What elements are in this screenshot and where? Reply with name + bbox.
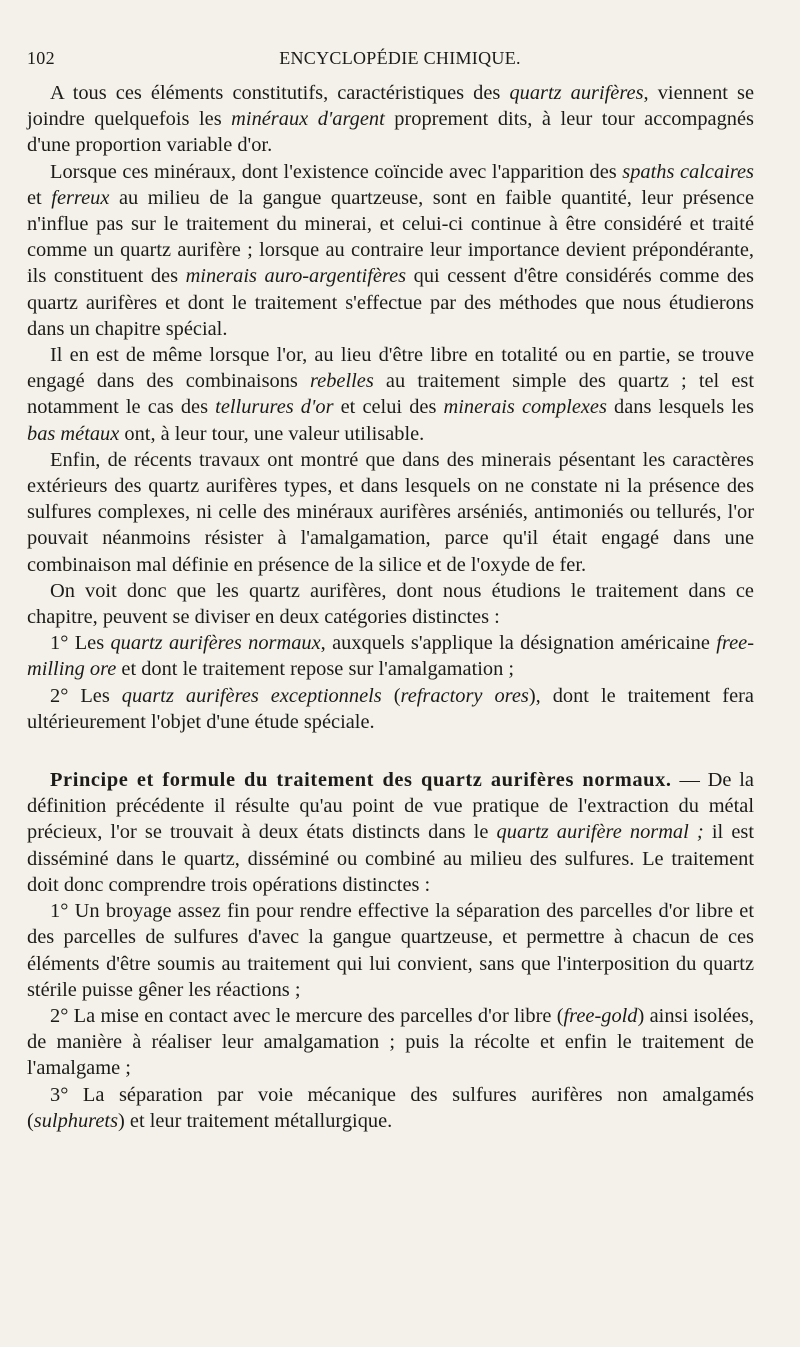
section-paragraph: Principe et formule du traitement des quartz aurifères normaux. — De la définition précédente il résulte qu'au point de vue pratique de l'extraction du métal précieux, l'or se trouvait à deux états distincts dans le quartz aurifère normal ; il est disséminé dans le quartz, disséminé ou combiné au milieu des sulfures. Le traitement doit donc comprendre trois opérations distinctes : xyxy=(27,769,754,896)
page-number: 102 xyxy=(27,48,55,68)
list-item: 3° La séparation par voie mécanique des sulfures aurifères non amalgamés (sulphurets) et leur traitement métallurgique. xyxy=(27,1083,754,1132)
list-item: 1° Les quartz aurifères normaux, auxquels s'applique la désignation américaine free-milling ore et dont le traitement repose sur l'amalgamation ; xyxy=(27,632,754,681)
page-header xyxy=(27,48,773,74)
body-text xyxy=(27,80,754,1134)
list-item: 2° Les quartz aurifères exceptionnels (refractory ores), dont le traitement fera ultérieurement l'objet d'une étude spéciale. xyxy=(27,684,754,733)
section-heading: Principe et formule du traitement des quartz aurifères normaux. xyxy=(50,769,672,792)
paragraph: Il en est de même lorsque l'or, au lieu d'être libre en totalité ou en partie, se trouve engagé dans des combinaisons rebelles au traitement simple des quartz ; tel est notamment le cas des tellurures d'or et celui des minerais complexes dans lesquels les bas métaux ont, à leur tour, une valeur utilisable. xyxy=(27,344,755,445)
paragraph: A tous ces éléments constitutifs, caractéristiques des quartz aurifères, viennent se joindre quelquefois les minéraux d'argent proprement dits, à leur tour accompagnés d'une proportion variable d'or. xyxy=(27,82,755,157)
running-title: ENCYCLOPÉDIE CHIMIQUE. xyxy=(279,48,521,68)
paragraph: On voit donc que les quartz aurifères, dont nous étudions le traitement dans ce chapitre, peuvent se diviser en deux catégories distinctes : xyxy=(27,579,754,629)
list-item: 2° La mise en contact avec le mercure des parcelles d'or libre (free-gold) ainsi isolées, de manière à réaliser leur amalgamation ; puis la récolte et enfin le traitement de l'amalgame ; xyxy=(27,1004,754,1080)
list-item: 1° Un broyage assez fin pour rendre effective la séparation des parcelles d'or libre et des parcelles de sulfures d'avec la gangue quartzeuse, et permettre à chacun de ces éléments d'être soumis au traitement qui lui convient, sans que l'interposition du quartz stérile puisse gêner les réactions ; xyxy=(27,900,754,1001)
paragraph: Enfin, de récents travaux ont montré que dans des minerais pésentant les caractères extérieurs des quartz aurifères types, et dans lesquels on ne constate ni la présence des sulfures complexes, ni celle des minéraux aurifères arséniés, antimoniés ou tellurés, l'or pouvait néanmoins résister à l'amalgamation, parce qu'il était engagé dans une combinaison mal définie en présence de la silice et de l'oxyde de fer. xyxy=(27,448,754,576)
paragraph: Lorsque ces minéraux, dont l'existence coïncide avec l'apparition des spaths calcaires et ferreux au milieu de la gangue quartzeuse, sont en faible quantité, leur présence n'influe pas sur le traitement du minerai, et celui-ci continue à être considéré et traité comme un quartz aurifère ; lorsque au contraire leur importance devient prépondérante, ils constituent des minerais auro-argentifères qui cessent d'être considérés comme des quartz aurifères et dont le traitement s'effectue par des méthodes que nous étudierons dans un chapitre spécial. xyxy=(27,160,754,340)
